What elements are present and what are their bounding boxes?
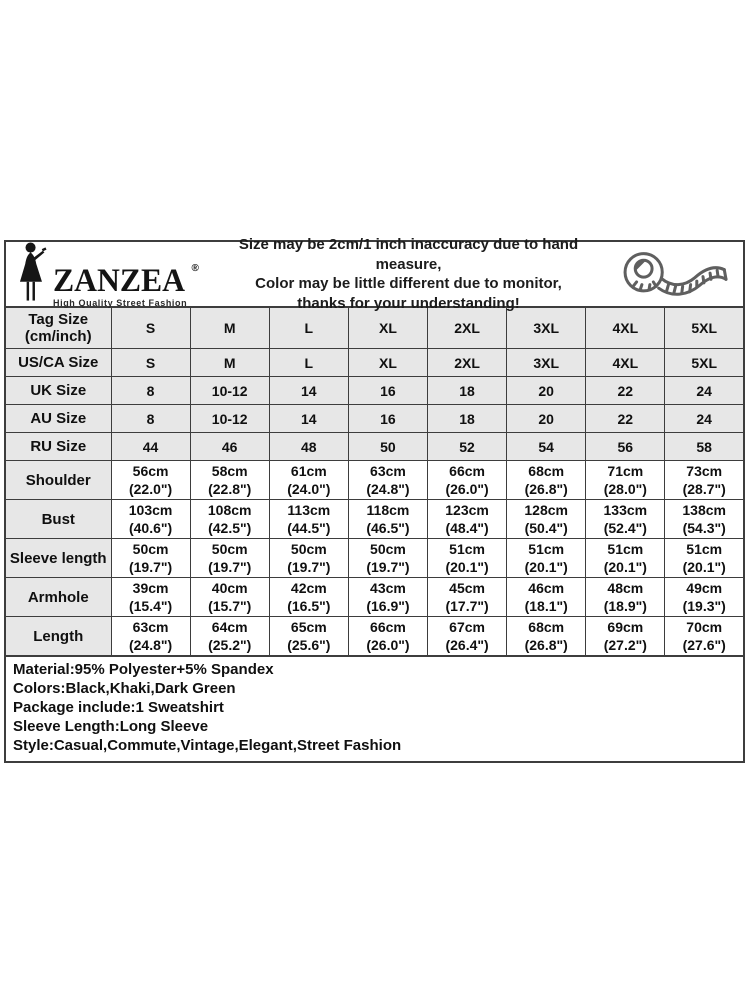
size-value-cell: 56cm (22.0") [111, 461, 190, 500]
size-value-cell: 70cm (27.6") [665, 617, 744, 657]
size-value-cell: 50cm (19.7") [190, 539, 269, 578]
size-value-cell: 8 [111, 405, 190, 433]
brand-wordmark [53, 262, 199, 308]
size-value-cell: 46 [190, 433, 269, 461]
size-value-cell: 50 [348, 433, 427, 461]
size-value-cell: 16 [348, 405, 427, 433]
size-value-cell: 103cm (40.6") [111, 500, 190, 539]
disclaimer-line: Color may be little different due to monitor, [255, 275, 562, 292]
size-value-cell: 10-12 [190, 405, 269, 433]
table-row [5, 349, 744, 377]
size-value-cell: 2XL [428, 307, 507, 349]
size-value-cell: 45cm (17.7") [428, 578, 507, 617]
size-value-cell: 51cm (20.1") [428, 539, 507, 578]
row-label: US/CA Size [5, 349, 111, 377]
size-value-cell: 50cm (19.7") [348, 539, 427, 578]
table-row [5, 539, 744, 578]
header [4, 236, 745, 312]
row-label: Sleeve length [5, 539, 111, 578]
size-value-cell: 71cm (28.0") [586, 461, 665, 500]
size-value-cell: 113cm (44.5") [269, 500, 348, 539]
size-value-cell: 48cm (18.9") [586, 578, 665, 617]
table-row [5, 405, 744, 433]
size-value-cell: 20 [507, 405, 586, 433]
table-row [5, 617, 744, 657]
size-value-cell: 4XL [586, 307, 665, 349]
size-value-cell: 3XL [507, 349, 586, 377]
row-label: Bust [5, 500, 111, 539]
info-line-colors: Colors:Black,Khaki,Dark Green [13, 680, 236, 697]
size-value-cell: 40cm (15.7") [190, 578, 269, 617]
size-value-cell: 22 [586, 405, 665, 433]
size-value-cell: 18 [428, 377, 507, 405]
size-value-cell: 52 [428, 433, 507, 461]
size-value-cell: 14 [269, 405, 348, 433]
size-value-cell: 24 [665, 377, 744, 405]
product-info [4, 655, 745, 763]
table-row [5, 461, 744, 500]
measuring-tape-icon [601, 243, 743, 305]
size-value-cell: 51cm (20.1") [586, 539, 665, 578]
size-value-cell: 14 [269, 377, 348, 405]
size-value-cell: 118cm (46.5") [348, 500, 427, 539]
table-row [5, 377, 744, 405]
size-value-cell: 65cm (25.6") [269, 617, 348, 657]
size-value-cell: 108cm (42.5") [190, 500, 269, 539]
size-value-cell: 133cm (52.4") [586, 500, 665, 539]
size-value-cell: 48 [269, 433, 348, 461]
size-disclaimer [216, 235, 601, 313]
size-value-cell: 4XL [586, 349, 665, 377]
size-value-cell: 68cm (26.8") [507, 617, 586, 657]
size-value-cell: 138cm (54.3") [665, 500, 744, 539]
size-value-cell: 50cm (19.7") [111, 539, 190, 578]
size-value-cell: 5XL [665, 349, 744, 377]
size-value-cell: 66cm (26.0") [428, 461, 507, 500]
size-value-cell: XL [348, 349, 427, 377]
size-value-cell: 39cm (15.4") [111, 578, 190, 617]
size-table [4, 306, 745, 657]
size-value-cell: M [190, 349, 269, 377]
size-value-cell: 50cm (19.7") [269, 539, 348, 578]
size-value-cell: 24 [665, 405, 744, 433]
size-value-cell: S [111, 307, 190, 349]
size-value-cell: 43cm (16.9") [348, 578, 427, 617]
size-value-cell: 5XL [665, 307, 744, 349]
size-value-cell: 44 [111, 433, 190, 461]
size-value-cell: 66cm (26.0") [348, 617, 427, 657]
size-value-cell: 63cm (24.8") [111, 617, 190, 657]
registered-mark: ® [191, 262, 199, 274]
row-label: Tag Size (cm/inch) [5, 307, 111, 349]
size-chart-panel [4, 236, 745, 763]
size-value-cell: 20 [507, 377, 586, 405]
row-label: AU Size [5, 405, 111, 433]
size-value-cell: 18 [428, 405, 507, 433]
size-value-cell: 56 [586, 433, 665, 461]
info-line-style: Style:Casual,Commute,Vintage,Elegant,Street Fashion [13, 737, 402, 754]
size-value-cell: 64cm (25.2") [190, 617, 269, 657]
table-row [5, 307, 744, 349]
size-value-cell: L [269, 307, 348, 349]
size-value-cell: 22 [586, 377, 665, 405]
info-line-package: Package include:1 Sweatshirt [13, 699, 224, 716]
size-value-cell: 54 [507, 433, 586, 461]
size-value-cell: 51cm (20.1") [665, 539, 744, 578]
size-value-cell: 128cm (50.4") [507, 500, 586, 539]
size-value-cell: L [269, 349, 348, 377]
size-value-cell: 16 [348, 377, 427, 405]
brand-name: ZANZEA [53, 262, 186, 299]
info-line-material: Material:95% Polyester+5% Spandex [13, 661, 274, 678]
size-value-cell: 49cm (19.3") [665, 578, 744, 617]
size-value-cell: 42cm (16.5") [269, 578, 348, 617]
row-label: RU Size [5, 433, 111, 461]
size-table-body [5, 307, 744, 656]
woman-silhouette-icon [16, 241, 50, 308]
size-value-cell: 69cm (27.2") [586, 617, 665, 657]
disclaimer-line: thanks for your understanding! [297, 294, 520, 312]
table-row [5, 500, 744, 539]
size-value-cell: 61cm (24.0") [269, 461, 348, 500]
row-label: Armhole [5, 578, 111, 617]
size-value-cell: 3XL [507, 307, 586, 349]
size-value-cell: 2XL [428, 349, 507, 377]
size-value-cell: 123cm (48.4") [428, 500, 507, 539]
size-value-cell: 58 [665, 433, 744, 461]
info-line-sleeve: Sleeve Length:Long Sleeve [13, 718, 209, 735]
row-label: Shoulder [5, 461, 111, 500]
size-value-cell: 63cm (24.8") [348, 461, 427, 500]
row-label: UK Size [5, 377, 111, 405]
disclaimer-line: Size may be 2cm/1 inch inaccuracy due to hand measure, [238, 236, 579, 273]
size-value-cell: S [111, 349, 190, 377]
brand-logo [6, 241, 216, 308]
size-value-cell: 67cm (26.4") [428, 617, 507, 657]
size-value-cell: 73cm (28.7") [665, 461, 744, 500]
size-value-cell: 58cm (22.8") [190, 461, 269, 500]
row-label: Length [5, 617, 111, 657]
size-value-cell: M [190, 307, 269, 349]
brand-tagline: High Quality Street Fashion [53, 297, 188, 308]
size-value-cell: 68cm (26.8") [507, 461, 586, 500]
size-value-cell: XL [348, 307, 427, 349]
size-value-cell: 10-12 [190, 377, 269, 405]
size-value-cell: 8 [111, 377, 190, 405]
size-value-cell: 51cm (20.1") [507, 539, 586, 578]
table-row [5, 578, 744, 617]
size-value-cell: 46cm (18.1") [507, 578, 586, 617]
table-row [5, 433, 744, 461]
